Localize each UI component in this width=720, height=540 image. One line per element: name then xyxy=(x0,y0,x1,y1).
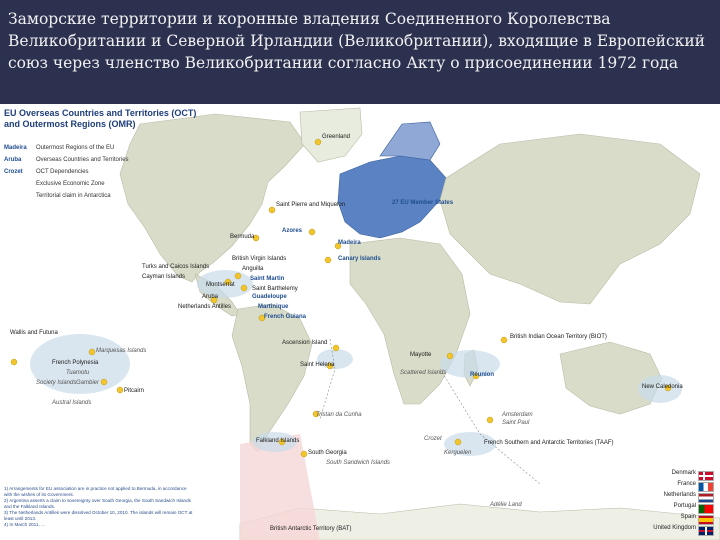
label-azores: Azores xyxy=(282,228,303,234)
label-greenland: Greenland xyxy=(322,134,351,140)
label-aruba: Aruba xyxy=(202,294,219,300)
label-crozet: Crozet xyxy=(424,436,442,442)
label-reunion: Réunion xyxy=(470,372,494,378)
label-antilles: Netherlands Antilles xyxy=(178,304,232,310)
label-canary: Canary Islands xyxy=(338,256,381,262)
country-row-uk xyxy=(620,525,716,536)
country-name-uk: United Kingdom xyxy=(653,525,696,531)
map-legend xyxy=(4,108,210,210)
label-saint-paul: Saint Paul xyxy=(502,420,530,426)
label-wallis: Wallis and Futuna xyxy=(10,330,58,336)
legend-row-oct-dep xyxy=(4,168,89,178)
title-bar xyxy=(0,0,720,104)
label-amsterdam: Amsterdam xyxy=(502,412,533,418)
legend-key-crozet: Crozet xyxy=(4,169,23,175)
label-bermuda: Bermuda xyxy=(230,234,255,240)
label-french-polynesia: French Polynesia xyxy=(52,360,99,366)
label-saint-barth: Saint Barthelemy xyxy=(252,286,298,292)
france-flag-icon xyxy=(698,482,714,492)
label-tristan: Tristan da Cunha xyxy=(316,412,362,418)
label-falkland: Falkland Islands xyxy=(256,438,300,444)
label-ascension: Ascension Island xyxy=(282,340,328,346)
legend-key-madeira: Madeira xyxy=(4,145,27,151)
label-saint-helena: Saint Helena xyxy=(300,362,335,368)
label-martinique: Martinique xyxy=(258,304,289,310)
legend-label-claim: Territorial claim in Antarctica xyxy=(35,193,111,199)
country-row-spain xyxy=(620,514,716,525)
label-madeira: Madeira xyxy=(338,240,361,246)
label-south-georgia: South Georgia xyxy=(308,450,347,456)
footnote-3: 3) The Netherlands Antilles were dissolved October 10, 2010. The islands will remain OCT at least until 2013. xyxy=(4,510,193,521)
label-guadeloupe: Guadeloupe xyxy=(252,294,287,300)
label-sandwich: South Sandwich Islands xyxy=(326,460,391,466)
label-montserrat: Montserrat xyxy=(206,282,235,288)
legend-title-line2: and Outermost Regions (OMR) xyxy=(4,119,136,129)
label-kerguelen: Kerguelen xyxy=(444,450,472,456)
footnote-4: 4) In March 2011, ... xyxy=(4,522,45,527)
uk-flag-icon xyxy=(698,526,714,536)
label-gambier: Gambier xyxy=(76,380,100,386)
country-row-portugal xyxy=(620,503,716,514)
spain-flag-icon xyxy=(698,515,714,525)
country-name-denmark: Denmark xyxy=(671,470,696,476)
country-name-spain: Spain xyxy=(680,514,696,520)
label-anguilla: Anguilla xyxy=(242,266,264,272)
legend-label-eez: Exclusive Economic Zone xyxy=(35,181,105,187)
label-turks: Turks and Caicos Islands xyxy=(142,264,210,270)
label-biot: British Indian Ocean Territory (BIOT) xyxy=(510,334,607,340)
label-scattered: Scattered Islands xyxy=(400,370,447,376)
legend-label-omr: Outermost Regions of the EU xyxy=(35,145,115,151)
footnotes xyxy=(4,486,194,528)
country-row-denmark xyxy=(620,470,716,481)
label-saint-martin: Saint Martin xyxy=(250,276,285,282)
legend-label-oct-dep: OCT Dependencies xyxy=(35,169,89,175)
label-saint-pierre: Saint Pierre and Miquelon xyxy=(276,202,346,208)
label-society: Society Islands xyxy=(36,380,77,386)
slide-title: Заморские территории и коронные владения Соединенного Королевства Великобритании и Северной Ирландии (Великобритании), входящие в Европейский союз через членство Великобритании согласно Акту о присоединении 1972 года xyxy=(8,10,705,72)
legend-row-eez xyxy=(4,180,105,190)
map-panel xyxy=(0,104,720,540)
country-name-netherlands: Netherlands xyxy=(663,492,696,498)
country-row-netherlands xyxy=(620,492,716,503)
label-bvi: British Virgin Islands xyxy=(232,256,287,262)
country-legend xyxy=(620,470,716,536)
label-new-caledonia: New Caledonia xyxy=(642,384,683,390)
label-bat: British Antarctic Territory (BAT) xyxy=(270,526,352,532)
country-name-france: France xyxy=(677,481,696,487)
legend-title-line1: EU Overseas Countries and Territories (OCT) xyxy=(4,108,197,118)
country-row-france xyxy=(620,481,716,492)
label-mayotte: Mayotte xyxy=(410,352,432,358)
eu-label: 27 EU Member States xyxy=(392,200,454,206)
label-tuamotu: Tuamotu xyxy=(66,370,90,376)
label-taaf: French Southern and Antarctic Territories (TAAF) xyxy=(484,440,614,446)
legend-row-claim xyxy=(4,192,111,202)
legend-row-oct xyxy=(4,156,129,166)
portugal-flag-icon xyxy=(698,504,714,514)
legend-key-aruba: Aruba xyxy=(4,157,22,163)
country-name-portugal: Portugal xyxy=(673,503,696,509)
footnote-1: 1) Arrangements for EU association are in practice not applied to Bermuda, in accordance with the wishes of its Government. xyxy=(4,486,187,497)
legend-label-oct: Overseas Countries and Territories xyxy=(35,157,129,163)
label-french-guiana: French Guiana xyxy=(264,314,307,320)
label-austral: Austral Islands xyxy=(52,400,92,406)
netherlands-flag-icon xyxy=(698,493,714,503)
denmark-flag-icon xyxy=(698,471,714,481)
footnote-2: 2) Argentina asserts a claim to sovereignty over South Georgia, the South Sandwich Islands and the Falkland Islands. xyxy=(4,498,191,509)
legend-row-omr xyxy=(4,144,114,154)
label-marquesas: Marquesas Islands xyxy=(96,348,147,354)
label-cayman: Cayman Islands xyxy=(142,274,186,280)
label-adelie: Adélie Land xyxy=(490,502,522,508)
label-pitcairn: Pitcairn xyxy=(124,388,145,394)
